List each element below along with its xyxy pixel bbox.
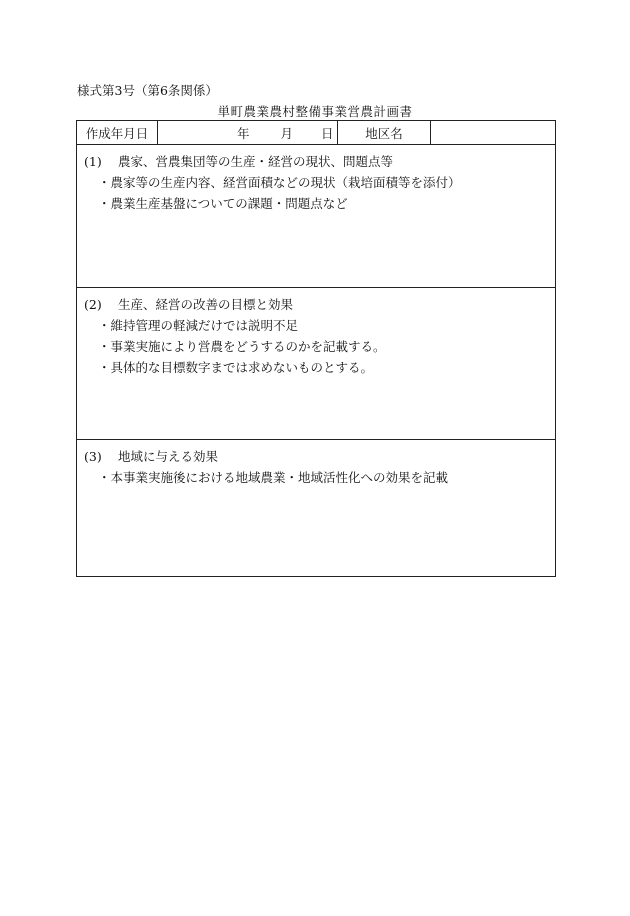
section-heading xyxy=(84,152,555,172)
section-heading xyxy=(84,295,555,315)
guidance-item: ・具体的な目標数字までは求めないものとする。 xyxy=(98,360,374,375)
guidance-item: ・農業生産基盤についての課題・問題点など xyxy=(98,196,348,211)
month-label: 月 xyxy=(280,125,294,141)
district-name-label: 地区名 xyxy=(337,121,430,144)
section-regional-effects[interactable] xyxy=(77,439,555,576)
created-date-field[interactable] xyxy=(157,121,337,144)
section-current-status[interactable] xyxy=(77,145,555,287)
header-row xyxy=(77,121,555,145)
guidance-item: ・本事業実施後における地域農業・地域活性化への効果を記載 xyxy=(98,470,449,485)
plan-form-table xyxy=(76,120,556,577)
section-heading-text: 生産、経営の改善の目標と効果 xyxy=(118,297,294,312)
guidance-item: ・農家等の生産内容、経営面積などの現状（栽培面積等を添付） xyxy=(98,175,461,190)
section-heading-text: 地域に与える効果 xyxy=(118,449,219,464)
section-number: (3) xyxy=(84,449,102,464)
section-number: (2) xyxy=(84,297,102,312)
document-title: 単町農業農村整備事業営農計画書 xyxy=(217,104,413,119)
year-label: 年 xyxy=(237,125,250,141)
guidance-item: ・事業実施により営農をどうするのかを記載する。 xyxy=(98,339,386,354)
section-improvement-goals[interactable] xyxy=(77,287,555,439)
guidance-item: ・維持管理の軽減だけでは説明不足 xyxy=(98,318,299,333)
section-number: (1) xyxy=(84,154,102,169)
day-label: 日 xyxy=(321,125,334,141)
section-heading-text: 農家、営農集団等の生産・経営の現状、問題点等 xyxy=(118,154,394,169)
form-number-label: 様式第3号（第6条関係） xyxy=(77,83,218,98)
created-date-label: 作成年月日 xyxy=(85,125,149,141)
section-heading xyxy=(84,447,555,467)
district-name-field[interactable] xyxy=(430,121,555,144)
